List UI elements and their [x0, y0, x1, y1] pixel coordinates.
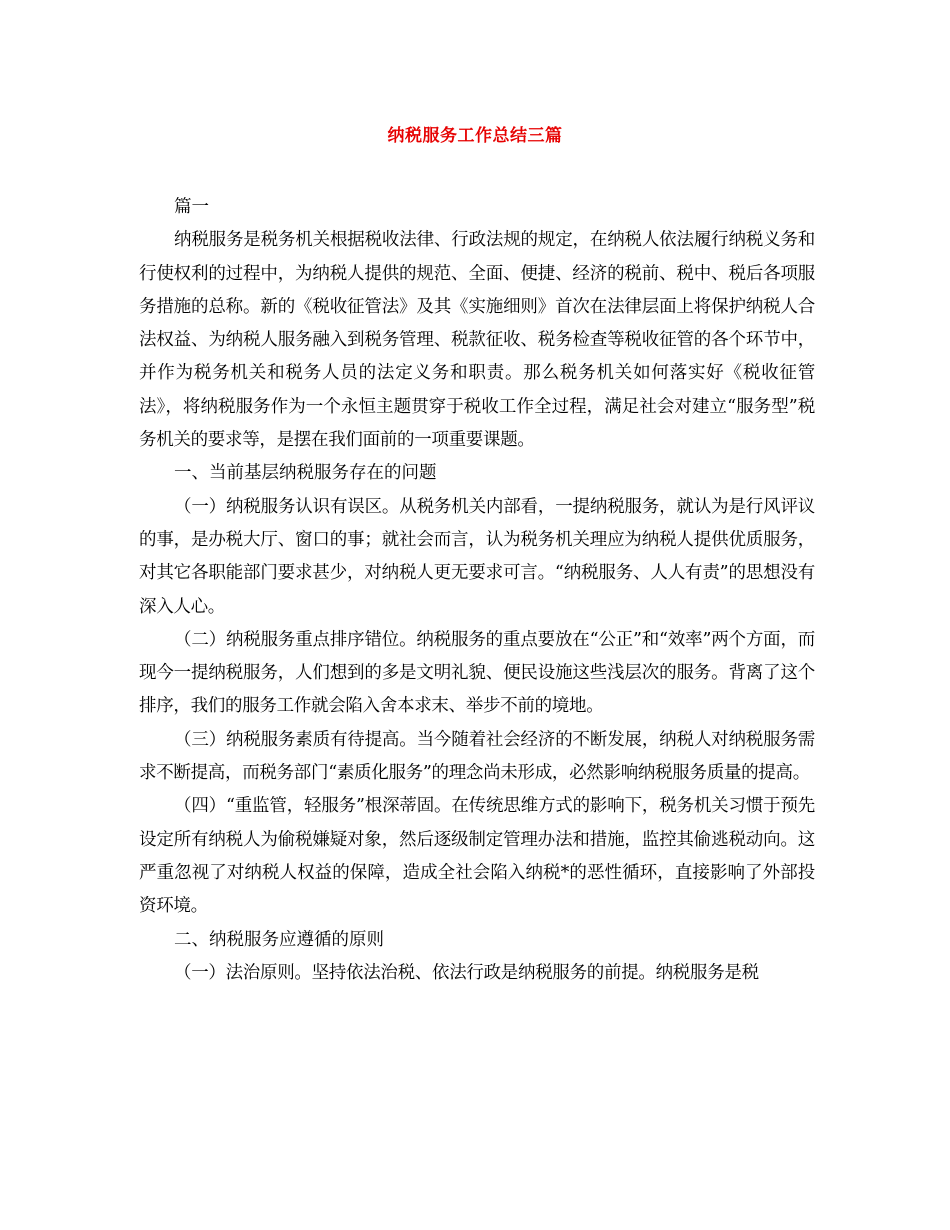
document-title: 纳税服务工作总结三篇	[387, 126, 563, 146]
body-paragraph: （三）纳税服务素质有待提高。当今随着社会经济的不断发展，纳税人对纳税服务需求不断提高，而税务部门“素质化服务”的理念尚未形成，必然影响纳税服务质量的提高。	[139, 729, 815, 784]
body-paragraph: （一）纳税服务认识有误区。从税务机关内部看，一提纳税服务，就认为是行风评议的事，是办税大厅、窗口的事；就社会而言，认为税务机关理应为纳税人提供优质服务，对其它各职能部门要求甚少，对纳税人更无要求可言。“纳税服务、人人有责”的思想没有深入人心。	[139, 496, 815, 617]
section-heading: 篇一	[174, 197, 209, 217]
body-paragraph: （四）“重监管，轻服务”根深蒂固。在传统思维方式的影响下，税务机关习惯于预先设定所有纳税人为偷税嫌疑对象，然后逐级制定管理办法和措施，监控其偷逃税动向。这严重忽视了对纳税人权益的保障，造成全社会陷入纳税*的恶性循环，直接影响了外部投资环境。	[139, 796, 815, 917]
section-heading: 一、当前基层纳税服务存在的问题	[174, 463, 437, 484]
document-body	[139, 191, 815, 990]
body-paragraph: （一）法治原则。坚持依法治税、依法行政是纳税服务的前提。纳税服务是税	[174, 962, 759, 983]
section-heading: 二、纳税服务应遵循的原则	[174, 929, 384, 950]
body-paragraph: 纳税服务是税务机关根据税收法律、行政法规的规定，在纳税人依法履行纳税义务和行使权利的过程中，为纳税人提供的规范、全面、便捷、经济的税前、税中、税后各项服务措施的总称。新的《税收征管法》及其《实施细则》首次在法律层面上将保护纳税人合法权益、为纳税人服务融入到税务管理、税款征收、税务检查等税收征管的各个环节中，并作为税务机关和税务人员的法定义务和职责。那么税务机关如何落实好《税收征管法》，将纳税服务作为一个永恒主题贯穿于税收工作全过程，满足社会对建立“服务型”税务机关的要求等，是摆在我们面前的一项重要课题。	[139, 230, 815, 451]
body-paragraph: （二）纳税服务重点排序错位。纳税服务的重点要放在“公正”和“效率”两个方面，而现今一提纳税服务，人们想到的多是文明礼貌、便民设施这些浅层次的服务。背离了这个排序，我们的服务工作就会陷入舍本求末、举步不前的境地。	[139, 629, 815, 717]
